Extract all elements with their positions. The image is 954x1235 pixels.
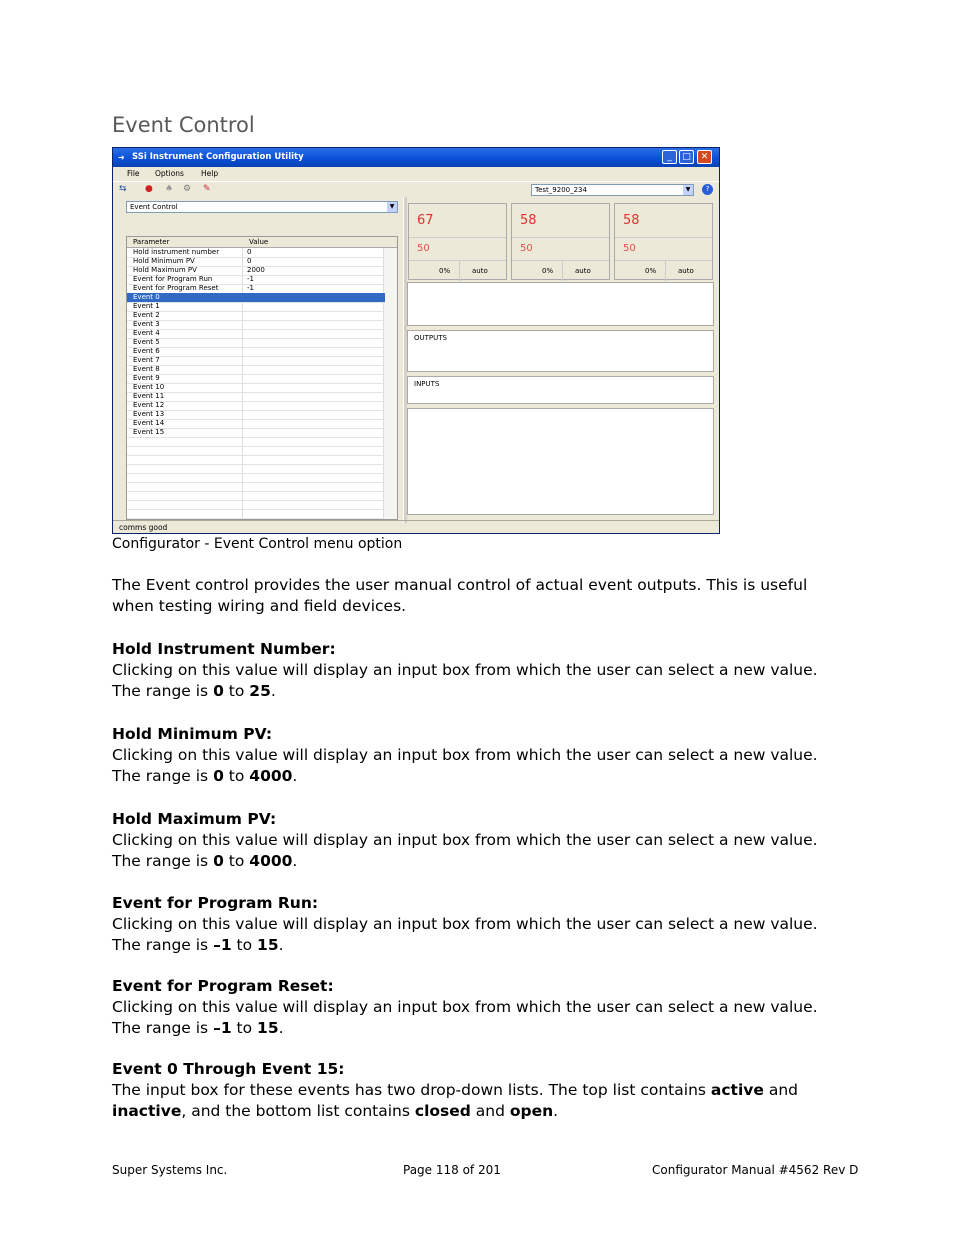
section-program-reset: Event for Program Reset: Clicking on this value will display an input box from which the user can select a new value. The range is –1 to 15.	[112, 977, 818, 1037]
section-hold-instrument: Hold Instrument Number: Clicking on this value will display an input box from which the user can select a new value. The range is 0 to 25.	[112, 640, 818, 700]
menu-bar	[113, 167, 719, 181]
divider	[459, 260, 460, 281]
window-title: SSi Instrument Configuration Utility	[132, 152, 304, 162]
parameter-cell: Event 2	[133, 311, 160, 319]
maximize-button[interactable]: □	[679, 150, 694, 164]
parameter-cell: Event 10	[133, 383, 165, 391]
edit-icon[interactable]: ✎	[203, 184, 211, 194]
value-cell[interactable]: -1	[247, 275, 254, 283]
parameter-cell: Event 6	[133, 347, 160, 355]
minimize-button[interactable]: _	[662, 150, 677, 164]
parameter-cell: Event 8	[133, 365, 160, 373]
parameter-cell: Event for Program Reset	[133, 284, 219, 292]
section-heading: Event for Program Reset:	[112, 977, 334, 995]
divider	[615, 237, 712, 238]
section-heading: Hold Maximum PV:	[112, 810, 277, 828]
header-parameter: Parameter	[133, 238, 170, 246]
chevron-down-icon[interactable]: ▼	[683, 185, 693, 195]
process-value: 67	[417, 213, 434, 228]
gear-icon[interactable]: ⚙	[183, 184, 192, 194]
parameter-cell: Event 12	[133, 401, 165, 409]
divider	[562, 260, 563, 281]
divider	[409, 237, 506, 238]
instrument-select[interactable]	[531, 184, 694, 196]
section-hold-max-pv: Hold Maximum PV: Clicking on this value will display an input box from which the user can select a new value. The range is 0 to 4000.	[112, 810, 818, 870]
output-percent: 0%	[542, 267, 554, 275]
setpoint-value[interactable]: 50	[417, 243, 430, 254]
app-window	[112, 147, 720, 534]
grid-scrollbar[interactable]	[383, 237, 397, 519]
output-percent: 0%	[439, 267, 451, 275]
details-panel	[407, 408, 714, 515]
title-bar	[113, 148, 719, 167]
parameter-cell: Event 1	[133, 302, 160, 310]
divider	[409, 260, 506, 261]
parameter-cell: Event 5	[133, 338, 160, 346]
loop-panel[interactable]	[511, 203, 610, 280]
divider	[665, 260, 666, 281]
section-heading: Hold Minimum PV:	[112, 725, 273, 743]
parameter-cell: Event 3	[133, 320, 160, 328]
section-events: Event 0 Through Event 15: The input box for these events has two drop-down lists. The top list contains active and inactive, and the bottom list contains closed and open.	[112, 1060, 798, 1120]
section-program-run: Event for Program Run: Clicking on this value will display an input box from which the user can select a new value. The range is –1 to 15.	[112, 894, 818, 954]
menu-option-select[interactable]	[126, 201, 398, 213]
parameter-cell: Event for Program Run	[133, 275, 213, 283]
menu-help[interactable]: Help	[201, 169, 219, 178]
loop-mode[interactable]: auto	[472, 267, 488, 275]
inputs-label: INPUTS	[414, 380, 440, 388]
setpoint-value[interactable]: 50	[623, 243, 636, 254]
loop-panel[interactable]	[614, 203, 713, 280]
instrument-select-value: Test_9200_234	[535, 186, 587, 194]
parameter-cell: Event 11	[133, 392, 165, 400]
loop-panel[interactable]	[408, 203, 507, 280]
figure-caption: Configurator - Event Control menu option	[112, 536, 403, 552]
intro-paragraph: The Event control provides the user manual control of actual event outputs. This is useful when testing wiring and field devices.	[112, 576, 808, 615]
parameter-cell: Event 0	[133, 293, 160, 301]
app-icon: ➜	[118, 153, 125, 162]
value-cell[interactable]: 0	[247, 257, 252, 265]
menu-option-value: Event Control	[130, 203, 178, 211]
divider	[512, 260, 609, 261]
output-percent: 0%	[645, 267, 657, 275]
footer-page-number: Page 118 of 201	[403, 1163, 501, 1177]
stop-icon[interactable]: ●	[145, 184, 153, 194]
inputs-panel	[407, 376, 714, 404]
divider	[615, 260, 712, 261]
pin-icon[interactable]: ♠	[165, 184, 174, 194]
footer-company: Super Systems Inc.	[112, 1163, 228, 1177]
value-cell[interactable]: 2000	[247, 266, 265, 274]
parameter-cell: Event 13	[133, 410, 165, 418]
parameter-cell: Event 15	[133, 428, 165, 436]
section-heading: Hold Instrument Number:	[112, 640, 336, 658]
parameter-cell: Event 4	[133, 329, 160, 337]
section-heading: Event for Program Run:	[112, 894, 319, 912]
parameter-cell: Hold Minimum PV	[133, 257, 195, 265]
setpoint-value[interactable]: 50	[520, 243, 533, 254]
value-cell[interactable]: 0	[247, 248, 252, 256]
outputs-panel	[407, 330, 714, 372]
process-value: 58	[520, 213, 537, 228]
outputs-label: OUTPUTS	[414, 334, 447, 342]
footer-manual: Configurator Manual #4562 Rev D	[652, 1163, 859, 1177]
section-hold-min-pv: Hold Minimum PV: Clicking on this value will display an input box from which the user can select a new value. The range is 0 to 4000.	[112, 725, 818, 785]
chevron-down-icon[interactable]: ▼	[387, 202, 397, 212]
parameter-cell: Hold Maximum PV	[133, 266, 197, 274]
parameter-grid	[126, 236, 398, 520]
loop-mode[interactable]: auto	[575, 267, 591, 275]
status-text: comms good	[119, 523, 168, 532]
parameter-cell: Event 7	[133, 356, 160, 364]
divider	[512, 237, 609, 238]
menu-options[interactable]: Options	[155, 169, 184, 178]
parameter-cell: Hold instrument number	[133, 248, 220, 256]
status-bar	[113, 520, 719, 534]
connect-icon[interactable]: ⇆	[119, 184, 127, 194]
value-cell[interactable]: -1	[247, 284, 254, 292]
grid-header	[127, 237, 397, 248]
section-heading: Event Control	[112, 113, 255, 137]
process-value: 58	[623, 213, 640, 228]
empty-row	[127, 509, 385, 519]
loop-mode[interactable]: auto	[678, 267, 694, 275]
close-button[interactable]: ✕	[697, 150, 712, 164]
info-panel	[407, 282, 714, 326]
header-value: Value	[249, 238, 269, 246]
parameter-cell: Event 9	[133, 374, 160, 382]
menu-file[interactable]: File	[127, 169, 140, 178]
section-heading: Event 0 Through Event 15:	[112, 1060, 345, 1078]
help-icon[interactable]: ?	[702, 184, 713, 195]
parameter-cell: Event 14	[133, 419, 165, 427]
toolbar	[113, 181, 719, 198]
